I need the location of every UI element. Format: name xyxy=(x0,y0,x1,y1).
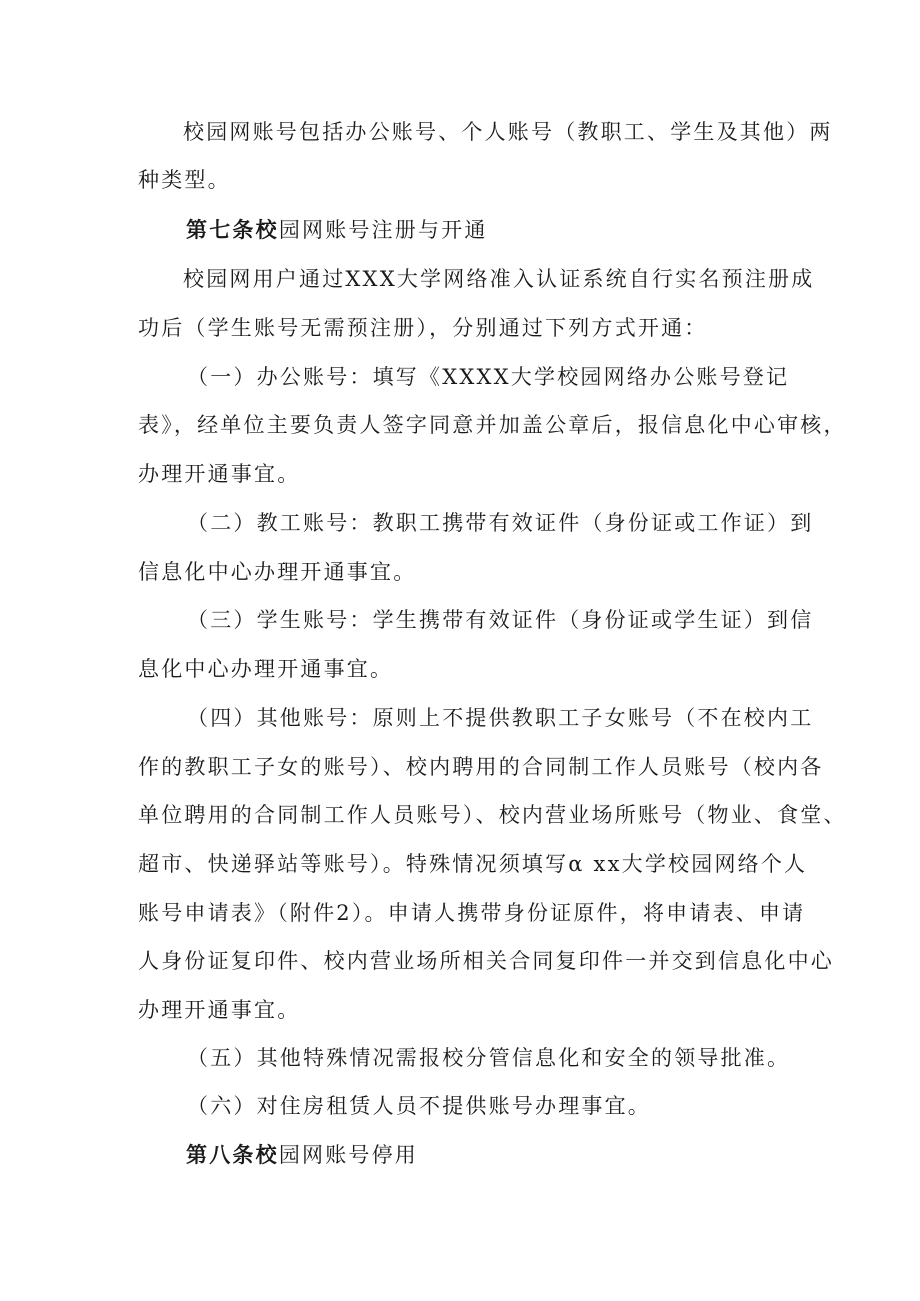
item-4-line-1: （四）其他账号：原则上不提供教职工子女账号（不在校内工 xyxy=(187,706,814,730)
article-7-title: 园网账号注册与开通 xyxy=(278,218,488,242)
paragraph-account-types-line-1: 校园网账号包括办公账号、个人账号（教职工、学生及其他）两 xyxy=(183,120,833,144)
item-1-line-2: 表》，经单位主要负责人签字同意并加盖公章后，报信息化中心审核， xyxy=(138,413,847,437)
item-5-line-1: （五）其他特殊情况需报校分管信息化和安全的领导批准。 xyxy=(187,1046,791,1070)
item-1-line-3: 办理开通事宜。 xyxy=(138,462,301,486)
item-4-line-4: 超市、快递驿站等账号）。特殊情况须填写α xx大学校园网络个人 xyxy=(138,852,808,876)
article-7-heading xyxy=(0,215,920,245)
item-2-line-2: 信息化中心办理开通事宜。 xyxy=(138,560,417,584)
item-6-line-1: （六）对住房租赁人员不提供账号办理事宜。 xyxy=(187,1094,651,1118)
article-7-number: 第七条校 xyxy=(186,217,279,242)
item-3-line-1: （三）学生账号：学生携带有效证件（身份证或学生证）到信 xyxy=(187,608,814,632)
paragraph-account-types-line-2: 种类型。 xyxy=(138,168,231,192)
item-1-line-1: （一）办公账号：填写《XXXX大学校园网络办公账号登记 xyxy=(187,365,790,389)
item-4-line-2: 作的教职工子女的账号）、校内聘用的合同制工作人员账号（校内各 xyxy=(138,755,824,779)
item-4-line-6: 人身份证复印件、校内营业场所相关合同复印件一并交到信息化中心 xyxy=(138,949,834,973)
item-4-line-7: 办理开通事宜。 xyxy=(138,998,301,1022)
paragraph-registration-line-2: 功后（学生账号无需预注册），分别通过下列方式开通： xyxy=(138,316,708,340)
article-8-title: 园网账号停用 xyxy=(278,1143,419,1167)
item-4-line-5: 账号申请表》（附件2）。申请人携带身份证原件，将申请表、申请 xyxy=(138,901,806,925)
paragraph-registration-line-1: 校园网用户通过XXX大学网络准入认证系统自行实名预注册成 xyxy=(183,267,815,291)
item-3-line-2: 息化中心办理开通事宜。 xyxy=(138,657,394,681)
item-4-line-3: 单位聘用的合同制工作人员账号）、校内营业场所账号（物业、食堂、 xyxy=(138,803,847,827)
item-2-line-1: （二）教工账号：教职工携带有效证件（身份证或工作证）到 xyxy=(187,511,814,535)
article-8-heading xyxy=(0,1140,920,1170)
article-8-number: 第八条校 xyxy=(186,1142,279,1167)
